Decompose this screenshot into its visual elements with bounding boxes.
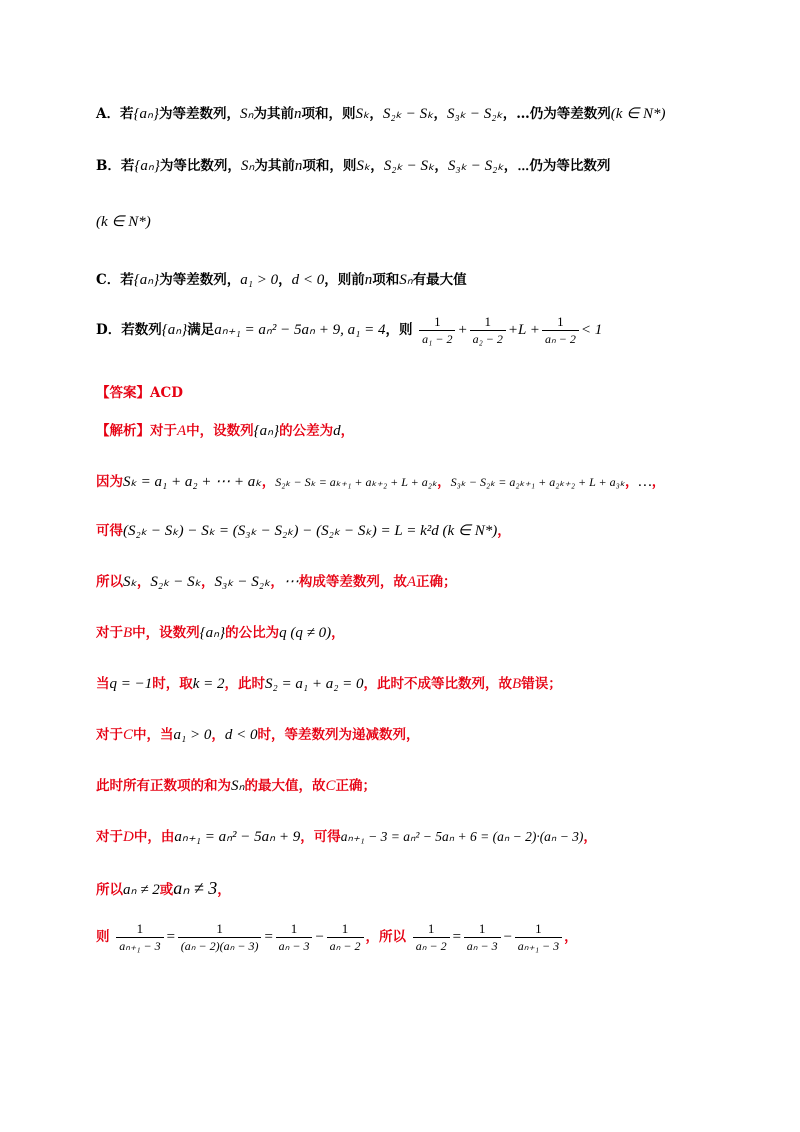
text: ， bbox=[201, 574, 215, 590]
text: ，此时不成等比数列，故 bbox=[363, 676, 513, 692]
math: B bbox=[512, 676, 522, 692]
text: ， bbox=[369, 106, 383, 122]
text: 对于 bbox=[96, 625, 123, 641]
denominator: a₁ − 2 bbox=[419, 330, 455, 347]
numerator: 1 bbox=[434, 314, 441, 329]
denominator: aₙ − 3 bbox=[276, 937, 313, 954]
math: − bbox=[502, 929, 513, 945]
numerator: 1 bbox=[427, 921, 435, 936]
math: S₂ = a₁ + a₂ = 0 bbox=[265, 676, 364, 692]
math: ⋯ bbox=[283, 574, 299, 590]
option-c bbox=[96, 270, 467, 290]
denominator: a₂ − 2 bbox=[470, 330, 506, 347]
fraction bbox=[327, 921, 364, 954]
math: q (q ≠ 0) bbox=[279, 625, 332, 641]
option-b bbox=[96, 156, 610, 176]
analysis-line-2 bbox=[96, 472, 665, 492]
text: ，…仍为等差数列 bbox=[502, 106, 611, 122]
math: Sₙ bbox=[239, 106, 254, 122]
math: = bbox=[451, 929, 462, 945]
text: 的最大值，故 bbox=[244, 778, 326, 794]
analysis-line-3 bbox=[96, 521, 511, 541]
text: ， bbox=[434, 158, 448, 174]
text: 所以 bbox=[96, 882, 123, 898]
text: ， bbox=[217, 882, 231, 898]
text: 为等差数列， bbox=[158, 106, 240, 122]
math: = bbox=[165, 929, 176, 945]
math: {aₙ} bbox=[133, 106, 159, 122]
math: aₙ₊₁ = aₙ² − 5aₙ + 9, a₁ = 4 bbox=[214, 322, 386, 338]
math: S₃ₖ − S₂ₖ = a₂ₖ₊₁ + a₂ₖ₊₂ + L + a₃ₖ bbox=[450, 475, 625, 489]
text: ， bbox=[497, 523, 511, 539]
math: = bbox=[263, 929, 274, 945]
analysis-line-1 bbox=[96, 421, 354, 441]
text: ，此时 bbox=[224, 676, 266, 692]
text: 构成等差数列，故 bbox=[298, 574, 407, 590]
text: 对于 bbox=[96, 829, 123, 845]
answer: 【答案】ACD bbox=[96, 385, 183, 401]
text: 或 bbox=[159, 882, 174, 898]
text: ， bbox=[340, 423, 355, 439]
math: {aₙ} bbox=[253, 423, 280, 439]
math: a₁ > 0 bbox=[173, 727, 212, 743]
option-label: D． bbox=[96, 322, 122, 338]
math: Sₖ bbox=[355, 106, 370, 122]
text: ，则前 bbox=[324, 272, 365, 288]
text: ， bbox=[433, 106, 447, 122]
math: D bbox=[123, 829, 134, 845]
text: 时，等差数列为递减数列， bbox=[257, 727, 420, 743]
text: ， bbox=[331, 625, 345, 641]
math: S₃ₖ − S₂ₖ bbox=[446, 106, 503, 122]
text: 时，取 bbox=[152, 676, 193, 692]
text: 中，设数列 bbox=[132, 625, 200, 641]
text: 正确； bbox=[335, 778, 376, 794]
fraction bbox=[515, 921, 562, 954]
text: ，⋯仍为等比数列 bbox=[503, 158, 611, 174]
fraction bbox=[464, 921, 501, 954]
math: (S₂ₖ − Sₖ) − Sₖ = (S₃ₖ − S₂ₖ) − (S₂ₖ − Sₖ) = L = k²d (k ∈ N*) bbox=[123, 523, 498, 539]
math: Sₖ bbox=[356, 158, 371, 174]
numerator: 1 bbox=[478, 921, 486, 936]
math: C bbox=[325, 778, 336, 794]
text: 因为 bbox=[96, 474, 123, 490]
option-b-cont bbox=[96, 212, 151, 232]
text: 对于 bbox=[96, 727, 123, 743]
analysis-line-8 bbox=[96, 776, 376, 796]
numerator: 1 bbox=[136, 921, 144, 936]
numerator: 1 bbox=[341, 921, 349, 936]
text: 满足 bbox=[187, 322, 215, 338]
analysis-line-9 bbox=[96, 827, 597, 847]
math: Sₙ bbox=[240, 158, 255, 174]
fraction bbox=[276, 921, 313, 954]
text: 的公比为 bbox=[225, 625, 280, 641]
math: a₁ > 0 bbox=[240, 272, 279, 288]
numerator: 1 bbox=[216, 921, 223, 936]
text: 为其前 bbox=[253, 106, 294, 122]
math: n bbox=[293, 106, 302, 122]
denominator: aₙ − 2 bbox=[542, 330, 579, 347]
math: (k ∈ N*) bbox=[96, 214, 151, 230]
denominator: aₙ₊₁ − 3 bbox=[515, 937, 562, 954]
math: {aₙ} bbox=[134, 158, 160, 174]
math: {aₙ} bbox=[133, 272, 160, 288]
text: ， bbox=[564, 929, 578, 945]
math: aₙ ≠ 3 bbox=[173, 878, 218, 898]
text: 此时所有正数项的和为 bbox=[96, 778, 231, 794]
text: 若 bbox=[119, 106, 134, 122]
text: ，则 bbox=[385, 322, 413, 338]
math: S₂ₖ − Sₖ bbox=[150, 574, 202, 590]
text: 的公差为 bbox=[279, 423, 334, 439]
numerator: 1 bbox=[484, 314, 491, 329]
text: ， bbox=[624, 474, 639, 490]
option-a bbox=[96, 104, 666, 124]
fraction bbox=[419, 314, 455, 347]
text: ，所以 bbox=[365, 929, 406, 945]
math: Sₙ bbox=[231, 778, 245, 794]
denominator: aₙ − 2 bbox=[327, 937, 364, 954]
fraction bbox=[178, 921, 262, 954]
math: + bbox=[457, 322, 468, 338]
text: 中，设数列 bbox=[186, 423, 254, 439]
analysis-line-7 bbox=[96, 725, 419, 745]
math: S₃ₖ − S₂ₖ bbox=[214, 574, 271, 590]
text: 当 bbox=[96, 676, 110, 692]
option-label: B． bbox=[96, 158, 121, 174]
math: A bbox=[406, 574, 417, 590]
text: 所以 bbox=[96, 574, 123, 590]
math: A bbox=[177, 423, 187, 439]
numerator: 1 bbox=[535, 921, 542, 936]
analysis-line-4 bbox=[96, 572, 457, 592]
text: 为等差数列， bbox=[159, 272, 241, 288]
text: 为其前 bbox=[254, 158, 295, 174]
text: 若 bbox=[120, 158, 135, 174]
denominator: aₙ₊₁ − 3 bbox=[116, 937, 163, 954]
text: 有最大值 bbox=[412, 272, 467, 288]
math: n bbox=[294, 158, 303, 174]
math: k = 2 bbox=[192, 676, 225, 692]
text: ， bbox=[651, 474, 666, 490]
math: B bbox=[123, 625, 133, 641]
text: ，可得 bbox=[300, 829, 341, 845]
text: 正确； bbox=[416, 574, 457, 590]
numerator: 1 bbox=[290, 921, 298, 936]
math: … bbox=[638, 474, 652, 490]
text: 则 bbox=[96, 929, 110, 945]
math: {aₙ} bbox=[199, 625, 226, 641]
math: {aₙ} bbox=[161, 322, 188, 338]
option-label: C． bbox=[96, 272, 121, 288]
denominator: (aₙ − 2)(aₙ − 3) bbox=[178, 937, 262, 954]
text: 为等比数列， bbox=[159, 158, 241, 174]
text: 项和 bbox=[372, 272, 400, 288]
text: 可得 bbox=[96, 523, 123, 539]
option-d bbox=[96, 314, 602, 347]
fraction bbox=[116, 921, 163, 954]
math: (k ∈ N*) bbox=[610, 106, 666, 122]
math: C bbox=[123, 727, 134, 743]
text: 错误； bbox=[521, 676, 562, 692]
math: +L + bbox=[507, 322, 540, 338]
denominator: aₙ − 3 bbox=[464, 937, 501, 954]
analysis-line-6 bbox=[96, 674, 562, 694]
text: ， bbox=[583, 829, 597, 845]
math: aₙ₊₁ − 3 = aₙ² − 5aₙ + 6 = (aₙ − 2)·(aₙ − 3) bbox=[340, 829, 584, 844]
text: ， bbox=[370, 158, 384, 174]
text: 若 bbox=[120, 272, 134, 288]
math: < 1 bbox=[580, 322, 603, 338]
math: d bbox=[333, 423, 341, 439]
math: aₙ ≠ 2 bbox=[123, 882, 160, 898]
math: n bbox=[364, 272, 373, 288]
math: − bbox=[314, 929, 325, 945]
math: aₙ₊₁ = aₙ² − 5aₙ + 9 bbox=[174, 829, 301, 845]
fraction bbox=[542, 314, 579, 347]
math: S₃ₖ − S₂ₖ bbox=[447, 158, 504, 174]
fraction bbox=[413, 921, 450, 954]
math: d < 0 bbox=[291, 272, 325, 288]
text: 项和，则 bbox=[301, 106, 356, 122]
math: S₂ₖ − Sₖ bbox=[382, 106, 434, 122]
math: S₂ₖ − Sₖ = aₖ₊₁ + aₖ₊₂ + L + a₂ₖ bbox=[275, 475, 438, 489]
text: 项和，则 bbox=[302, 158, 357, 174]
text: ， bbox=[278, 272, 292, 288]
math: S₂ₖ − Sₖ bbox=[383, 158, 435, 174]
math: Sₙ bbox=[399, 272, 413, 288]
analysis-line-11 bbox=[96, 921, 578, 954]
text: ， bbox=[136, 574, 151, 590]
denominator: aₙ − 2 bbox=[413, 937, 450, 954]
option-label: A． bbox=[96, 106, 120, 122]
text: 中，由 bbox=[133, 829, 175, 845]
text: ， bbox=[261, 474, 276, 490]
math: Sₖ bbox=[123, 574, 137, 590]
numerator: 1 bbox=[557, 314, 564, 329]
text: ， bbox=[211, 727, 225, 743]
math: q = −1 bbox=[109, 676, 153, 692]
math: d < 0 bbox=[224, 727, 258, 743]
text: 【解析】对于 bbox=[96, 423, 177, 439]
fraction bbox=[470, 314, 506, 347]
text: ， bbox=[270, 574, 284, 590]
math: Sₖ = a₁ + a₂ + ⋯ + aₖ bbox=[123, 474, 262, 490]
analysis-line-10 bbox=[96, 878, 231, 900]
analysis-line-5 bbox=[96, 623, 345, 643]
text: 中，当 bbox=[133, 727, 174, 743]
text: 若数列 bbox=[121, 322, 162, 338]
text: ， bbox=[437, 474, 451, 490]
